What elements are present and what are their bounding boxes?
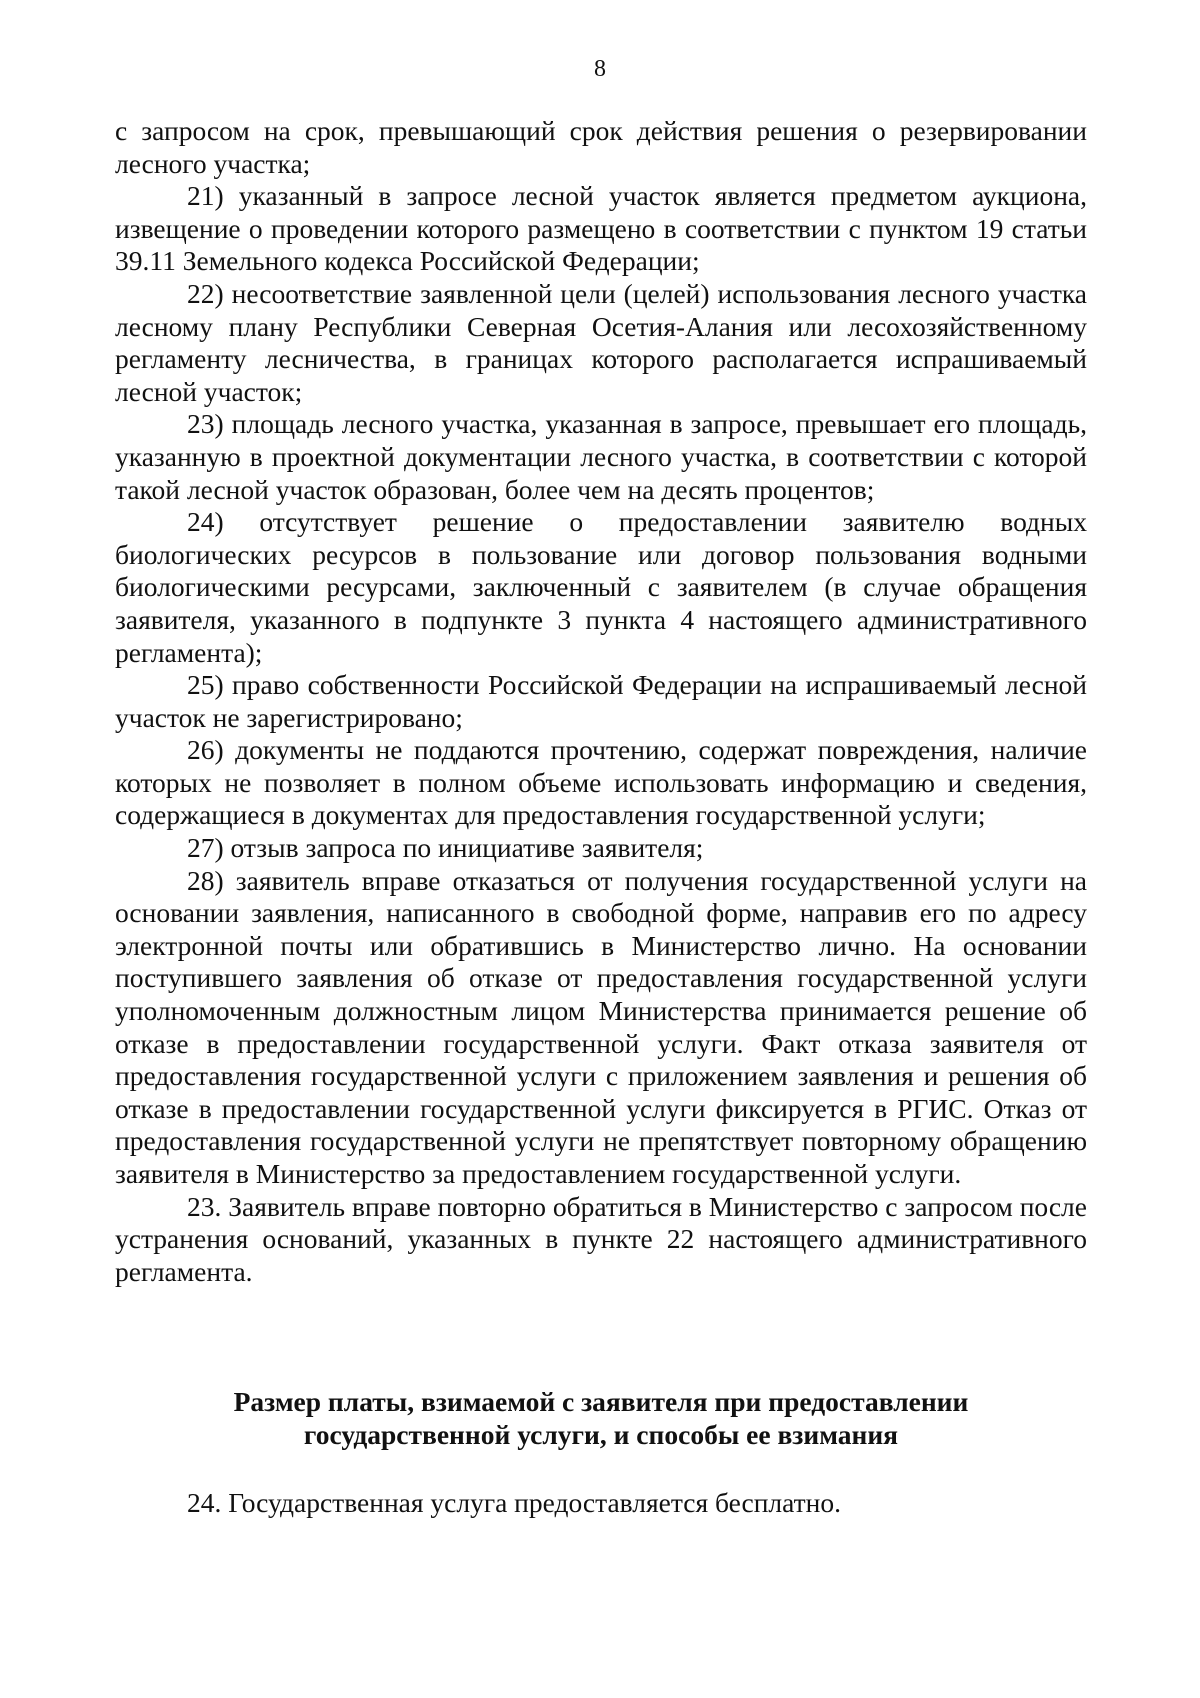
section-heading-line: Размер платы, взимаемой с заявителя при предоставлении bbox=[233, 1386, 969, 1417]
paragraph: 21) указанный в запросе лесной участок является предметом аукциона, извещение о проведении которого размещено в соответствии с пунктом 19 статьи 39.11 Земельного кодекса Российской Федерации; bbox=[115, 180, 1087, 277]
paragraph: 27) отзыв запроса по инициативе заявителя; bbox=[187, 832, 704, 864]
paragraph: 25) право собственности Российской Федерации на испрашиваемый лесной участок не зарегистрировано; bbox=[115, 669, 1087, 733]
paragraph: 23) площадь лесного участка, указанная в запросе, превышает его площадь, указанную в проектной документации лесного участка, в соответствии с которой такой лесной участок образован, более чем на десять процентов; bbox=[115, 408, 1087, 505]
paragraph: 23. Заявитель вправе повторно обратиться в Министерство с запросом после устранения оснований, указанных в пункте 22 настоящего административного регламента. bbox=[115, 1190, 1087, 1287]
paragraph: 24) отсутствует решение о предоставлении заявителю водных биологических ресурсов в пользование или договор пользования водными биологическими ресурсами, заключенный с заявителем (в случае обращения заявителя, указанного в подпункте 3 пункта 4 настоящего административного регламента); bbox=[115, 506, 1087, 668]
document-body bbox=[115, 115, 1087, 1288]
section-heading-line: государственной услуги, и способы ее взимания bbox=[303, 1419, 899, 1450]
paragraph: 22) несоответствие заявленной цели (целей) использования лесного участка лесному плану Республики Северная Осетия-Алания или лесохозяйственному регламенту лесничества, в границах которого располагается испрашиваемый лесной участок; bbox=[115, 277, 1087, 407]
page-number: 8 bbox=[594, 56, 606, 82]
paragraph: 24. Государственная услуга предоставляется бесплатно. bbox=[187, 1487, 841, 1518]
paragraph: с запросом на срок, превышающий срок действия решения о резервировании лесного участка; bbox=[115, 115, 1087, 179]
paragraph: 28) заявитель вправе отказаться от получения государственной услуги на основании заявления, написанного в свободной форме, направив его по адресу электронной почты или обратившись в Министерство лично. На основании поступившего заявления об отказе от предоставления государственной услуги уполномоченным должностным лицом Министерства принимается решение об отказе в предоставлении государственной услуги. Факт отказа заявителя от предоставления государственной услуги с приложением заявления и решения об отказе в предоставлении государственной услуги фиксируется в РГИС. Отказ от предоставления государственной услуги не препятствует повторному обращению заявителя в Министерство за предоставлением государственной услуги. bbox=[115, 864, 1087, 1189]
paragraph: 26) документы не поддаются прочтению, содержат повреждения, наличие которых не позволяет в полном объеме использовать информацию и сведения, содержащиеся в документах для предоставления государственной услуги; bbox=[115, 734, 1087, 831]
section-heading bbox=[115, 1385, 1087, 1451]
